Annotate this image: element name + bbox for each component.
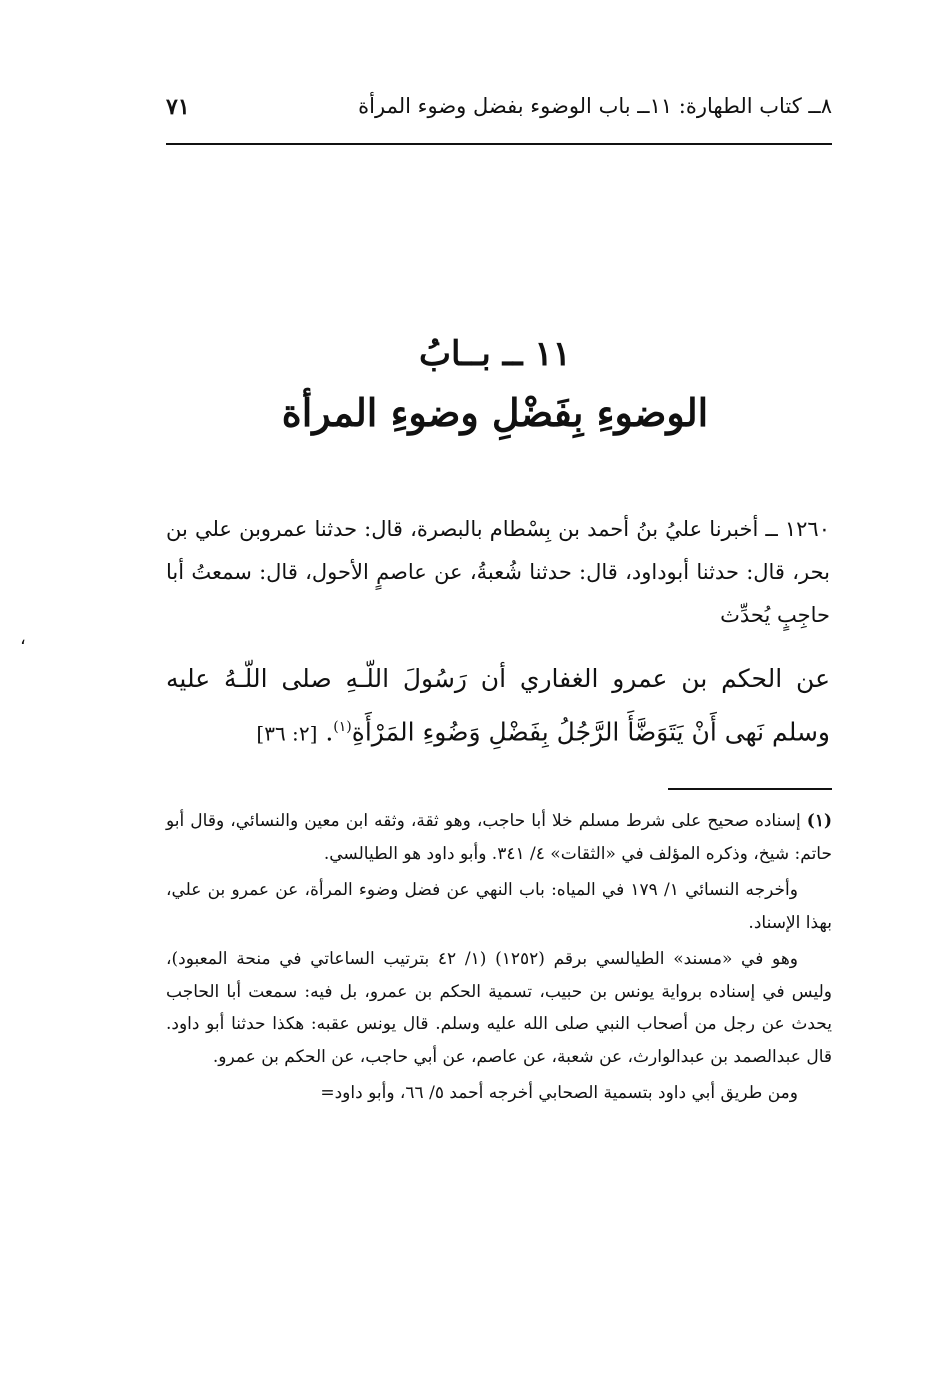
hadith-text [166, 508, 830, 757]
header-rule [166, 143, 832, 145]
running-header [166, 94, 832, 134]
page-number: ٧١ [166, 94, 190, 120]
footnote-paragraph [166, 805, 832, 870]
margin-mark: ، [20, 628, 26, 649]
chapter-heading [160, 328, 830, 446]
footnote-paragraph: وأخرجه النسائي ١/ ١٧٩ في المياه: باب النهي عن فضل وضوء المرأة، عن عمرو بن علي، بهذا الإسناد. [166, 880, 832, 933]
hadith-isnad: ١٢٦٠ ــ أخبرنا عليُ بنُ أحمد بن بِسْطام بالبصرة، قال: حدثنا عمروبن علي بن بحر، قال: حدثنا أبوداود، قال: حدثنا شُعبةُ، عن عاصمٍ الأحول، قال: سمعتُ أبا حاجِبٍ يُحدِّث [166, 517, 830, 627]
footnotes [166, 805, 832, 1114]
hadith-reference: [٢: ٣٦] [256, 721, 318, 746]
footnote-paragraph: ومن طريق أبي داود بتسمية الصحابي أخرجه أحمد ٥/ ٦٦، وأبو داود= [320, 1083, 798, 1103]
footnote-marker: (١) [806, 811, 832, 831]
running-title: ٨ــ كتاب الطهارة: ١١ــ باب الوضوء بفضل وضوء المرأة [358, 94, 832, 118]
chapter-title: الوضوءِ بِفَضْلِ وضوءِ المرأة [281, 390, 709, 435]
footnote-reference: (١) [333, 719, 352, 735]
hadith-matn: عن الحكم بن عمرو الغفاري أن رَسُولَ اللّـهِ صلى اللّـهُ عليه وسلم نَهى أَنْ يَتَوَضَّأَ الرَّجُلُ بِفَضْلِ وَضُوءِ المَرْأَةِ$^{(١)}$. [٢: ٣٦] [166, 664, 830, 747]
footnote-text: إسناده صحيح على شرط مسلم خلا أبا حاجب، وهو ثقة، وثقه ابن معين والنسائي، وقال أبو حاتم: شيخ، وذكره المؤلف في «الثقات» ٤/ ٣٤١. وأبو داود هو الطيالسي. [166, 811, 832, 864]
hadith-matn-text: عن الحكم بن عمرو الغفاري أن رَسُولَ اللّـهِ صلى اللّـهُ عليه وسلم نَهى أَنْ يَتَوَضَّأَ الرَّجُلُ بِفَضْلِ وَضُوءِ المَرْأَةِ [166, 664, 830, 747]
footnote-rule [668, 788, 832, 790]
chapter-number: ١١ ــ بــابُ [419, 334, 571, 374]
footnote-paragraph: وهو في «مسند» الطيالسي برقم (١٢٥٢) (١/ ٤٢ بترتيب الساعاتي في منحة المعبود)، وليس في إسناده برواية يونس بن حبيب، تسمية الحكم بن عمرو، بل فيه: سمعت أبا الحاجب يحدث عن رجل من أصحاب النبي صلى الله عليه وسلم. قال يونس عقبه: هكذا حدثنا أبو داود. قال عبدالصمد بن عبدالوارث، عن شعبة، عن عاصم، عن أبي حاجب، عن الحكم بن عمرو. [166, 949, 832, 1067]
